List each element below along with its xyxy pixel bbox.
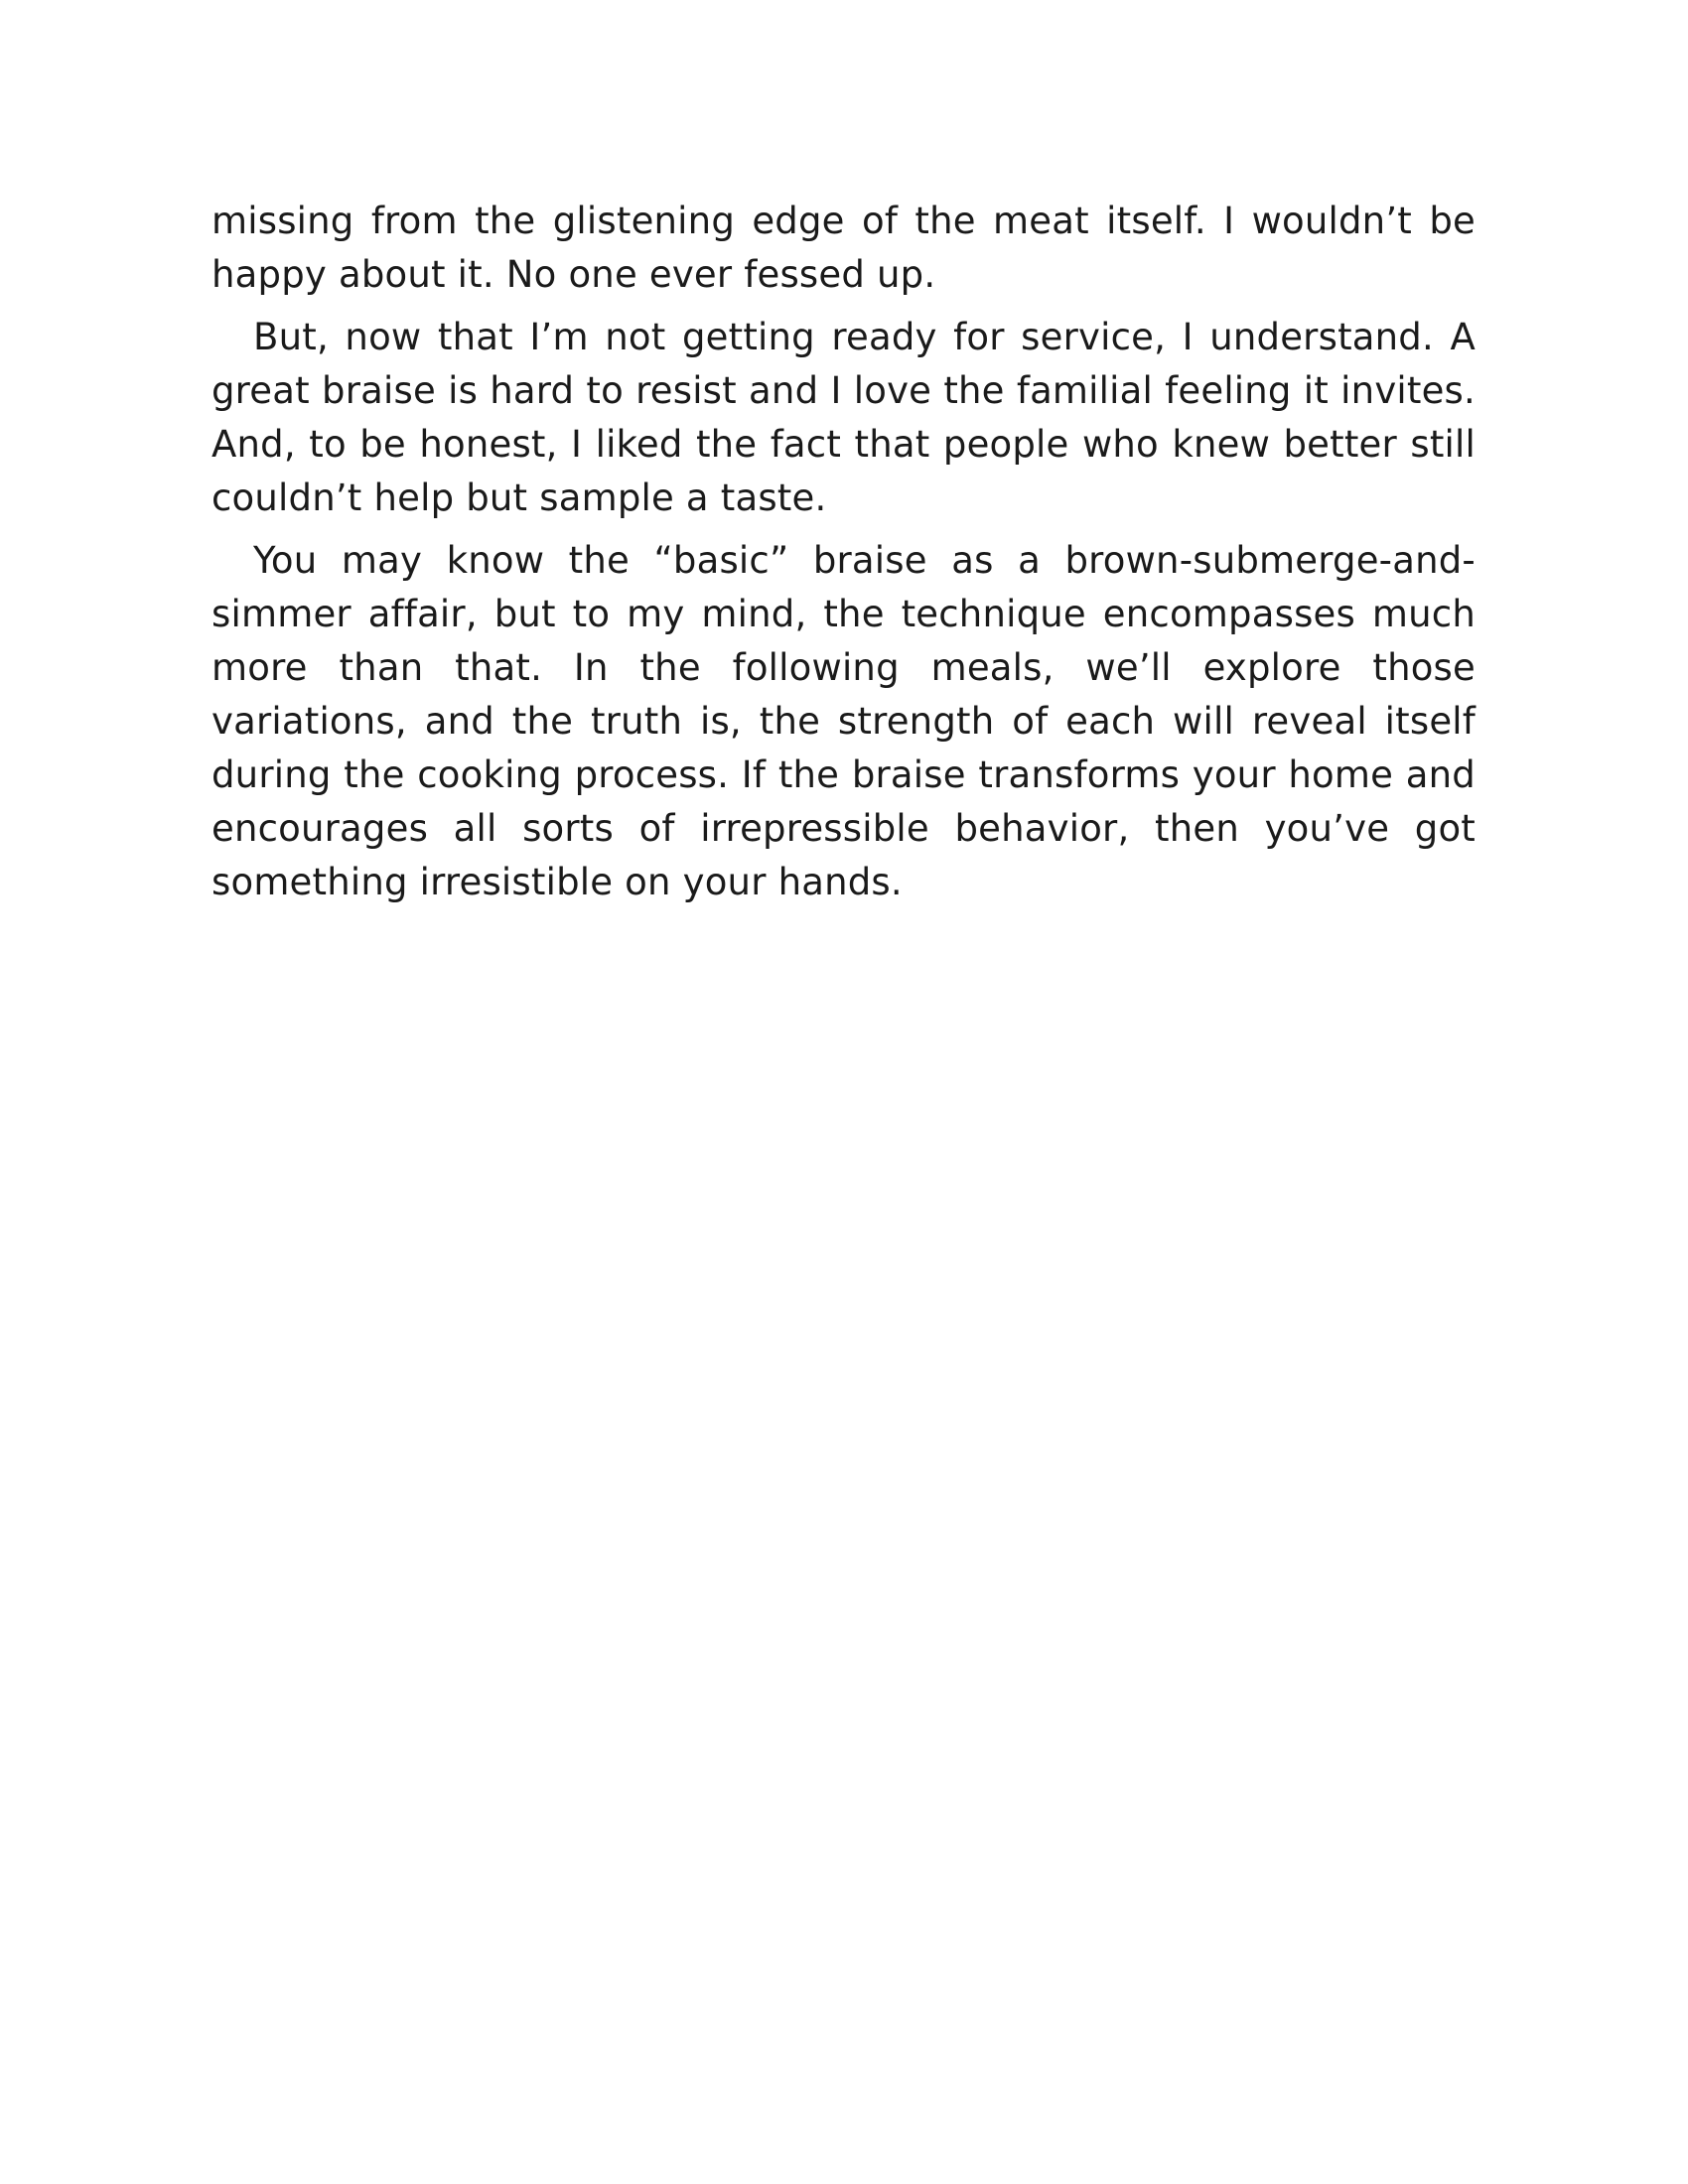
paragraph-service: But, now that I’m not getting ready for service, I understand. A great braise is hard to resist and I love the familial feeling it invites. And, to be honest, I liked the fact that people who knew better still couldn’t help but sample a taste. <box>211 316 1476 519</box>
paragraph-basic-braise: You may know the “basic” braise as a brown-submerge-and-simmer affair, but to my mind, the technique encompasses much more than that. In the following meals, we’ll explore those variations, and the truth is, the strength of each will reveal itself during the cooking process. If the braise transforms your home and encourages all sorts of irrepressible behavior, then you’ve got something irresistible on your hands. <box>211 539 1476 903</box>
paragraph-continuation: missing from the glistening edge of the meat itself. I wouldn’t be happy about it. No one ever fessed up. <box>211 200 1476 296</box>
body-text <box>211 195 1476 918</box>
